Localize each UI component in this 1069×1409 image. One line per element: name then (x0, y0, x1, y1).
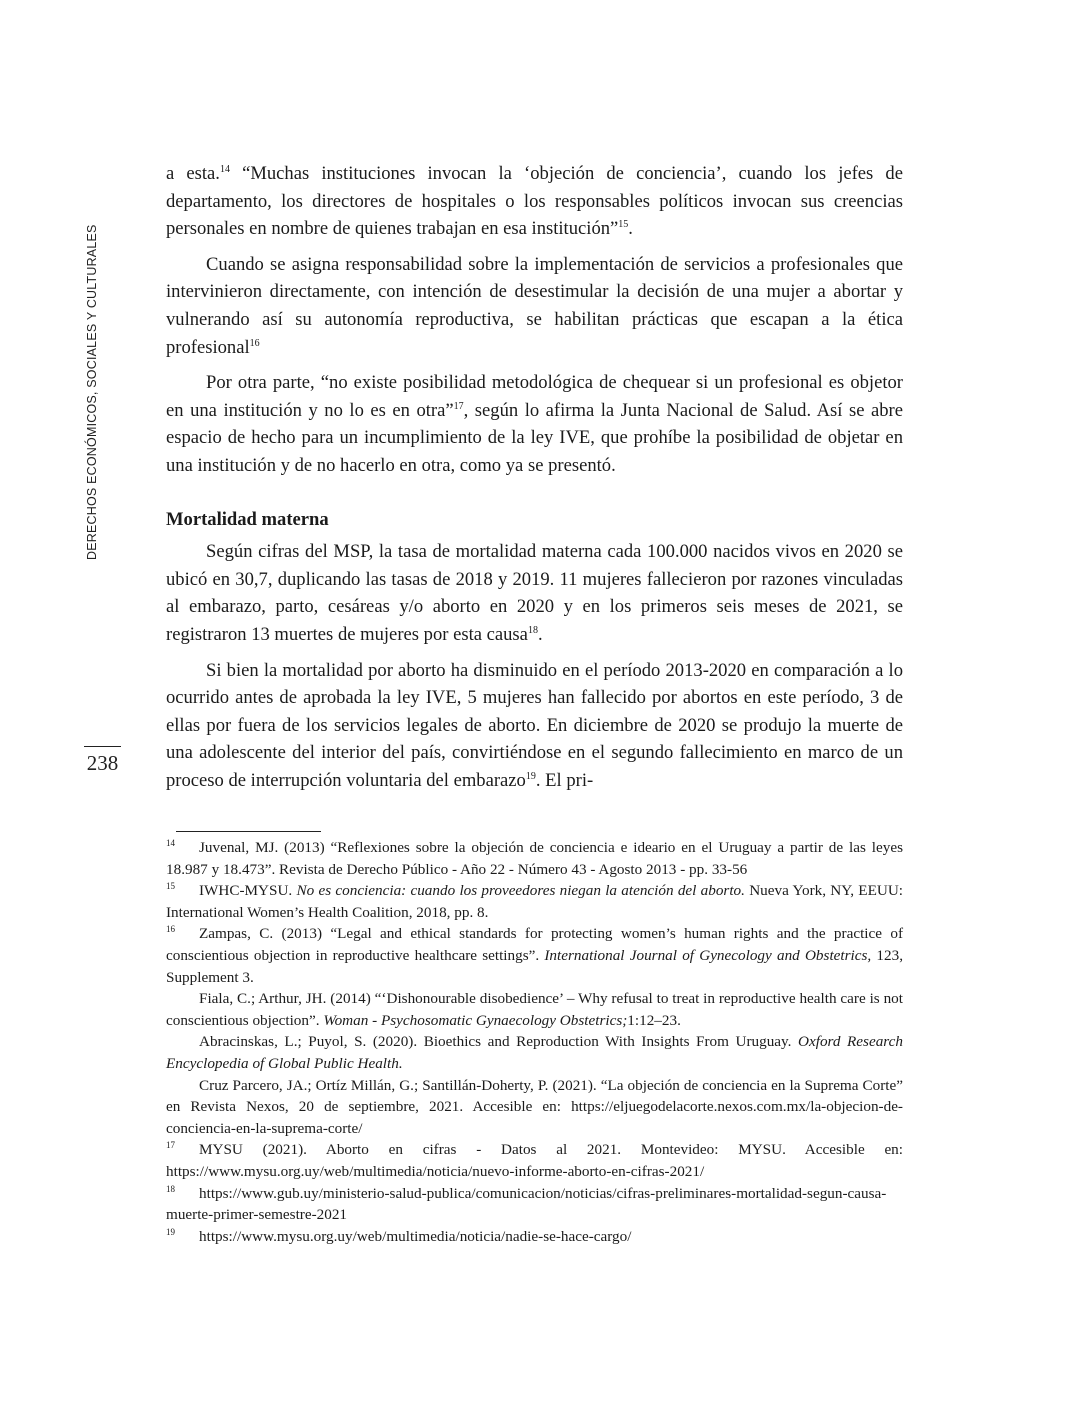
section-heading: Mortalidad materna (166, 508, 329, 530)
footnote-link[interactable]: https://www.mysu.org.uy/web/multimedia/noticia/nadie-se-hace-cargo/ (199, 1227, 632, 1245)
main-text (166, 160, 903, 802)
footnote-ref-18[interactable]: 18 (527, 624, 538, 636)
paragraph-5: Si bien la mortalidad por aborto ha disminuido en el período 2013-2020 en comparación a lo ocurrido antes de aprobada la ley IVE, 5 mujeres han fallecido por abortos en este período, 3 de ellas por fuera de los servicios legales de aborto. En diciembre de 2020 se produjo la muerte de una adolescente del interior del país, convirtiéndose en el segundo fallecimiento en marco de un proceso de interrupción voluntaria del embarazo$^{19}$. El pri- (166, 659, 903, 791)
paragraph-2: Cuando se asigna responsabilidad sobre la implementación de servicios a profesionales que intervinieron directamente, con intención de desestimular la decisión de una mujer a abortar y vulnerando así su autonomía reproductiva, se habilitan prácticas que escapan a la ética profesional$^{16}$ (166, 253, 903, 358)
footnote-18: 18 https://www.gub.uy/ministerio-salud-publica/comunicacion/noticias/cifras-preliminares-mortalidad-segun-causa-muerte-primer-semestre-2021 (166, 1183, 887, 1224)
paragraph-1: a esta.$^{14}$ “Muchas instituciones invocan la ‘objeción de conciencia’, cuando los jefes de departamento, los directores de hospitales o los responsables políticos invocan sus creencias personales en nombre de quienes trabajan en esa institución”$^{15}$. (166, 163, 903, 240)
footnote-ref-17[interactable]: 17 (453, 400, 464, 412)
footnote-17: 17 MYSU (2021). Aborto en cifras - Datos al 2021. Montevideo: MYSU. Accesible en: https://www.mysu.org.uy/web/multimedia/noticia/nuevo-informe-aborto-en-cifras-2021/ (166, 1140, 903, 1180)
footnote-16-reference-2: Fiala, C.; Arthur, JH. (2014) “‘Dishonourable disobedience’ – Why refusal to treat in reproductive health care is not conscientious objection”. Woman - Psychosomatic Gynaecology Obstetrics;1:12–23. (166, 990, 903, 1029)
running-side-title: DERECHOS ECONÓMICOS, SOCIALES Y CULTURALES (85, 224, 99, 560)
footnote-19: 19 https://www.mysu.org.uy/web/multimedia/noticia/nadie-se-hace-cargo/ (166, 1226, 632, 1245)
footnote-divider (176, 831, 321, 832)
footnote-link[interactable]: https://www.gub.uy/ministerio-salud-publica/comunicacion/noticias/cifras-preliminares-mortalidad-segun-causa-muerte-primer-semestre-2021 (166, 1184, 887, 1224)
footnote-15: 15 IWHC-MYSU. No es conciencia: cuando los proveedores niegan la atención del aborto. Nueva York, NY, EEUU: International Women’s Health Coalition, 2018, pp. 8. (166, 881, 904, 921)
footnote-ref-19[interactable]: 19 (525, 770, 536, 782)
paragraph-4: Según cifras del MSP, la tasa de mortalidad materna cada 100.000 nacidos vivos en 2020 se ubicó en 30,7, duplicando las tasas de 2018 y 2019. 11 mujeres fallecieron por razones vinculadas al embarazo, parto, cesáreas y/o aborto en 2020 y en los primeros seis meses de 2021, se registraron 13 muertes de mujeres por esta causa$^{18}$. (166, 541, 903, 645)
footnote-16-reference-3: Abracinskas, L.; Puyol, S. (2020). Bioethics and Reproduction With Insights From Uruguay. Oxford Research Encyclopedia of Global Public Health. (166, 1033, 903, 1072)
footnote-14: 14 Juvenal, MJ. (2013) “Reflexiones sobre la objeción de conciencia e ideario en el Uruguay a partir de las leyes 18.987 y 18.473”. Revista de Derecho Público - Año 22 - Número 43 - Agosto 2013 - pp. 33-56 (166, 838, 903, 878)
footnote-16: 16 Zampas, C. (2013) “Legal and ethical standards for protecting women’s human rights and the practice of conscientious objection in reproductive healthcare settings”. International Journal of Gynecology and Obstetrics, 123, Supplement 3. (166, 924, 903, 986)
footnote-ref-16[interactable]: 16 (249, 337, 260, 349)
footnotes (166, 837, 903, 1247)
footnote-ref-15[interactable]: 15 (618, 219, 629, 231)
footnote-16-reference-4: Cruz Parcero, JA.; Ortíz Millán, G.; Santillán-Doherty, P. (2021). “La objeción de conciencia en la Suprema Corte” en Revista Nexos, 20 de septiembre, 2021. Accesible en: https://eljuegodelacorte.nexos.com.mx/la-objecion-de-conciencia-en-la-suprema-corte/ (166, 1076, 903, 1137)
footnote-ref-14[interactable]: 14 (219, 164, 230, 175)
page-number: 238 (84, 746, 121, 776)
paragraph-3: Por otra parte, “no existe posibilidad metodológica de chequear si un profesional es objetor en una institución y no lo es en otra”$^{17}$, según lo afirma la Junta Nacional de Salud. Así se abre espacio de hecho para un incumplimiento de la ley IVE, que prohíbe la posibilidad de objetar en una institución y de no hacerlo en otra, como ya se presentó. (166, 372, 903, 476)
